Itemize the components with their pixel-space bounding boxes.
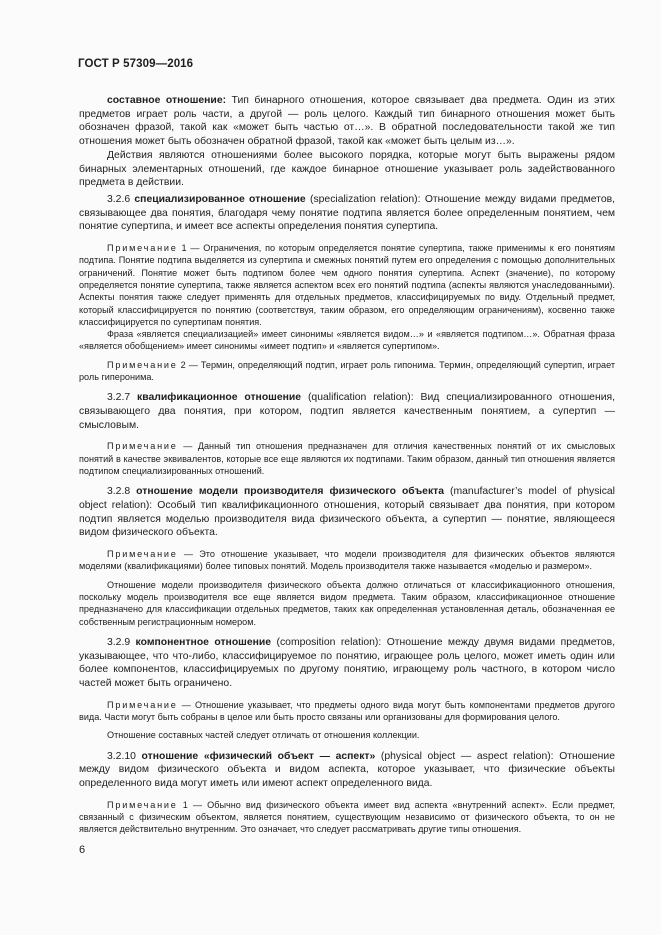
definition-composite-relation <box>79 94 615 149</box>
note-paragraph-classification: Отношение модели производителя физического объекта должно отличаться от классификационного отношения, поскольку модель производителя все еще является видом предмета. Таким образом, классификационное отношение предназначено для классификации отдельных предметов, таких как определенная установленная деталь, обозначенная ее собственным регистрационным номером. <box>79 579 615 627</box>
note-3-2-8 <box>79 548 615 573</box>
note-text: — Отношение указывает, что предметы одного вида могут быть компонентами предметов другого вида. Части могут быть собраны в целое или быть просто связаны или организованы для формирования целого. <box>79 699 615 722</box>
term: составное отношение: <box>107 95 227 106</box>
page-content <box>79 94 615 836</box>
note-text: 1 — Обычно вид физического объекта имеет вид аспекта «внутренний аспект». Если предмет, связанный с физическим объектом, является понятием, существующим независимо от физического объекта, то он не является действительно внутренним. Это означает, что следует рассматривать другие типы отношения. <box>79 799 615 835</box>
term: компонентное отношение <box>135 636 272 648</box>
definition-text: (specialization relation): Отношение между видами предметов, связывающее два понятия, благодаря чему понятие подтипа является более определенным понятием, чем понятие супертипа, и имеет все аспекты определения понятия супертипа. <box>79 193 616 233</box>
note-1-3-2-6 <box>79 242 615 328</box>
definition-text: (physical object — aspect relation): Отношение между видом физического объекта и видом аспекта, которое указывает, что физические объекты определенного вида могут иметь или имеют аспект определенного вида. <box>79 750 615 789</box>
note-label: Примечание <box>107 799 178 810</box>
note-label: Примечание <box>107 699 178 710</box>
definition-text: (composition relation): Отношение между двумя видами предметов, указывающее, что что-либо, классифицируемое по понятию, играющее роль целого, может иметь один или более компонентов, классифицируемых по другому понятию, играющему роль частного, в котором число частей может быть ограничено. <box>79 636 615 689</box>
term: отношение модели производителя физического объекта <box>136 486 445 498</box>
clause-number: 3.2.10 <box>107 750 142 762</box>
page-number: 6 <box>79 844 86 856</box>
note-text: — Данный тип отношения предназначен для отличия качественных понятий от их смысловых понятий в качестве эквивалентов, которые все еще являются их подтипами. Таким образом, данный тип отношения является подтипом специализированных отношений. <box>79 441 615 476</box>
clause-number: 3.2.6 <box>107 193 135 205</box>
term: отношение «физический объект — аспект» <box>141 750 376 762</box>
note-label: Примечание <box>107 359 178 370</box>
note-label: Примечание <box>107 549 178 560</box>
paragraph-actions: Действия являются отношениями более высокого порядка, которые могут быть выражены рядом бинарных элементарных отношений, где каждое бинарное отношение указывает роль задействованного предмета в действии. <box>79 149 615 189</box>
definition-3-2-10 <box>79 750 615 791</box>
note-text: 1 — Ограничения, по которым определяется понятие супертипа, также применимы к его понятиям подтипа. Понятие подтипа выделяется из супертипа и смежных понятий путем его определения с помощью дополнительных ограничений. Понятие может быть подтипом более чем одного понятия супертипа. Аспект (значение), по которому определяется понятие супертипа, также является аспектом всех его понятий подтипа (аспекты являются унаследованными). Аспекты понятия также следует применять для отдельных предметов, классифицируемых по виду. Отдельный предмет, который классифицируется по понятию (соответствуя, таким образом, его определяющим ограничениям), косвенно также классифицируется по супертипам понятия. <box>79 243 615 327</box>
clause-number: 3.2.8 <box>107 486 137 498</box>
definition-text: Тип бинарного отношения, которое связывает два предмета. Один из этих предметов играет роль части, а другой — роль целого. Каждый тип бинарного отношения может быть обозначен фразой, такой как «может быть частью от…». В обратной последовательности такой же тип отношения может быть обозначен обратной фразой, такой как «может быть целым из…». <box>79 95 616 148</box>
note-2-3-2-6 <box>79 359 615 384</box>
definition-3-2-8 <box>79 485 615 540</box>
note-paragraph-synonyms: Фраза «является специализацией» имеет синонимы «является видом…» и «является подтипом…». Обратная фраза «является обобщением» имеет синонимы «имеет подтип» и «является супертипом». <box>79 329 615 352</box>
note-3-2-7 <box>79 440 615 477</box>
note-label: Примечание <box>107 441 178 452</box>
term: квалификационное отношение <box>137 392 302 404</box>
note-paragraph-collection: Отношение составных частей следует отличать от отношения коллекции. <box>107 730 420 741</box>
definition-text: (manufacturer’s model of physical object relation): Особый тип квалификационного отношения, который связывает два понятия, при котором подтип является моделью производителя вида физического объекта, а супертип — понятие, являющееся видом физического объекта. <box>79 486 615 539</box>
definition-text: (qualification relation): Вид специализированного отношения, связывающего два понятия, при котором, подтип является качественным понятием, а супертип — смысловым. <box>79 392 616 431</box>
clause-number: 3.2.9 <box>107 636 136 648</box>
clause-number: 3.2.7 <box>107 392 138 404</box>
note-1-3-2-10 <box>79 799 615 836</box>
note-text: — Это отношение указывает, что модели производителя для физических объектов являются моделями (квалификациями) более типовых понятий. Модель производителя также называется «моделью и размером». <box>79 549 615 572</box>
note-label: Примечание <box>107 243 178 254</box>
definition-3-2-7 <box>79 391 615 432</box>
standard-header: ГОСТ Р 57309—2016 <box>78 58 194 70</box>
note-text: 2 — Термин, определяющий подтип, играет роль гипонима. Термин, определяющий супертип, играет роль гиперонима. <box>79 359 615 382</box>
term: специализированное отношение <box>134 193 306 205</box>
note-3-2-9 <box>79 699 615 724</box>
definition-3-2-6 <box>79 193 615 234</box>
definition-3-2-9 <box>79 636 615 691</box>
